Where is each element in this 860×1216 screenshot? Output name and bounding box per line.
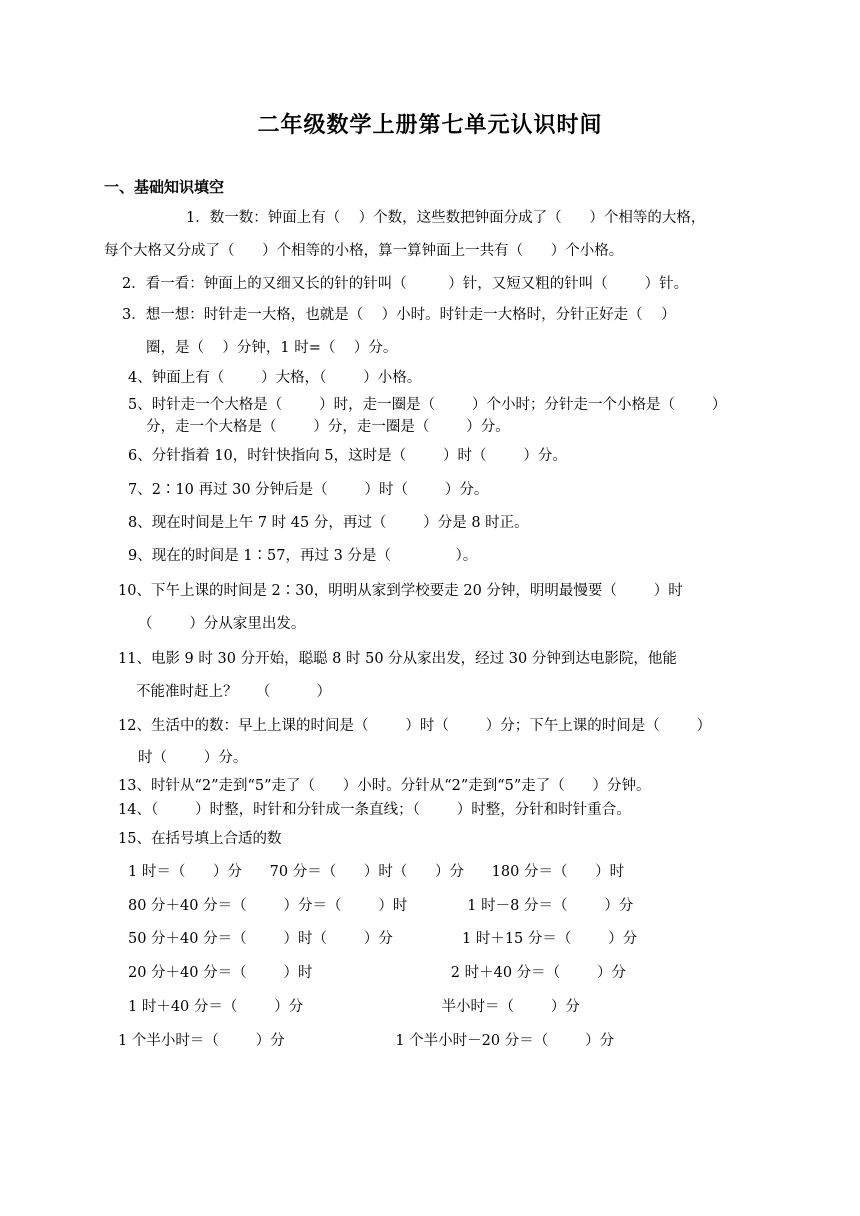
question-11-line-2: 不能准时赶上？ （ ） — [136, 684, 332, 700]
question-7: 7、2∶10 再过 30 分钟后是（ ）时（ ）分。 — [128, 482, 489, 498]
question-11-line-1: 11、电影 9 时 30 分开始，聪聪 8 时 50 分从家出发，经过 30 分钟到达电影院，他能 — [118, 651, 677, 667]
question-12-line-1: 12、生活中的数：早上上课的时间是（ ）时（ ）分；下午上课的时间是（ ） — [118, 718, 712, 734]
question-13: 13、时针从“2”走到“5”走了（ ）小时。分针从“2”走到“5”走了（ ）分钟。 — [118, 778, 651, 794]
document-title: 二年级数学上册第七单元认识时间 — [257, 113, 603, 138]
question-3-line-2: 圈，是（ ）分钟，1 时=（ ）分。 — [146, 340, 398, 356]
section-heading: 一、基础知识填空 — [104, 178, 225, 196]
question-2: 2．看一看：钟面上的又细又长的针的针叫（ ）针，又短又粗的针叫（ ）针。 — [122, 276, 689, 292]
question-15-heading: 15、在括号填上合适的数 — [118, 831, 282, 847]
conversion-row-3: 50 分＋40 分＝（ ）时（ ）分 1 时＋15 分＝（ ）分 — [128, 931, 638, 947]
question-5-line-1: 5、时针走一个大格是（ ）时，走一圈是（ ）个小时；分针走一个小格是（ ） — [128, 397, 727, 413]
conversion-row-2: 80 分＋40 分＝（ ）分＝（ ）时 1 时－8 分＝（ ）分 — [128, 898, 634, 914]
question-3-line-1: 3．想一想：时针走一大格，也就是（ ）小时。时针走一大格时，分针正好走（ ） — [122, 307, 676, 323]
question-14: 14、（ ）时整，时针和分针成一条直线；（ ）时整，分针和时针重合。 — [118, 802, 631, 818]
conversion-row-5: 1 时＋40 分＝（ ）分 半小时＝（ ）分 — [128, 999, 580, 1015]
question-5-line-2: 分，走一个大格是（ ）分，走一圈是（ ）分。 — [146, 419, 510, 435]
conversion-row-6: 1 个半小时＝（ ）分 1 个半小时－20 分＝（ ）分 — [118, 1033, 615, 1049]
question-10-line-2: （ ）分从家里出发。 — [138, 616, 306, 632]
question-8: 8、现在时间是上午 7 时 45 分，再过（ ）分是 8 时正。 — [128, 515, 529, 531]
question-10-line-1: 10、下午上课的时间是 2∶30，明明从家到学校要走 20 分钟，明明最慢要（ ）时 — [118, 583, 683, 599]
question-1-line-2: 每个大格又分成了（ ）个相等的小格，算一算钟面上一共有（ ）个小格。 — [104, 243, 624, 259]
conversion-row-1: 1 时＝（ ）分 70 分＝（ ）时（ ）分 180 分＝（ ）时 — [128, 864, 625, 880]
question-9: 9、现在的时间是 1∶57，再过 3 分是（ ）。 — [128, 548, 478, 564]
question-1-line-1: 1．数一数：钟面上有（ ）个数，这些数把钟面分成了（ ）个相等的大格， — [186, 210, 706, 226]
question-12-line-2: 时（ ）分。 — [138, 750, 248, 766]
question-6: 6、分针指着 10，时针快指向 5，这时是（ ）时（ ）分。 — [128, 448, 567, 464]
question-4: 4、钟面上有（ ）大格，（ ）小格。 — [128, 370, 422, 386]
conversion-row-4: 20 分＋40 分＝（ ）时 2 时＋40 分＝（ ）分 — [128, 965, 627, 981]
